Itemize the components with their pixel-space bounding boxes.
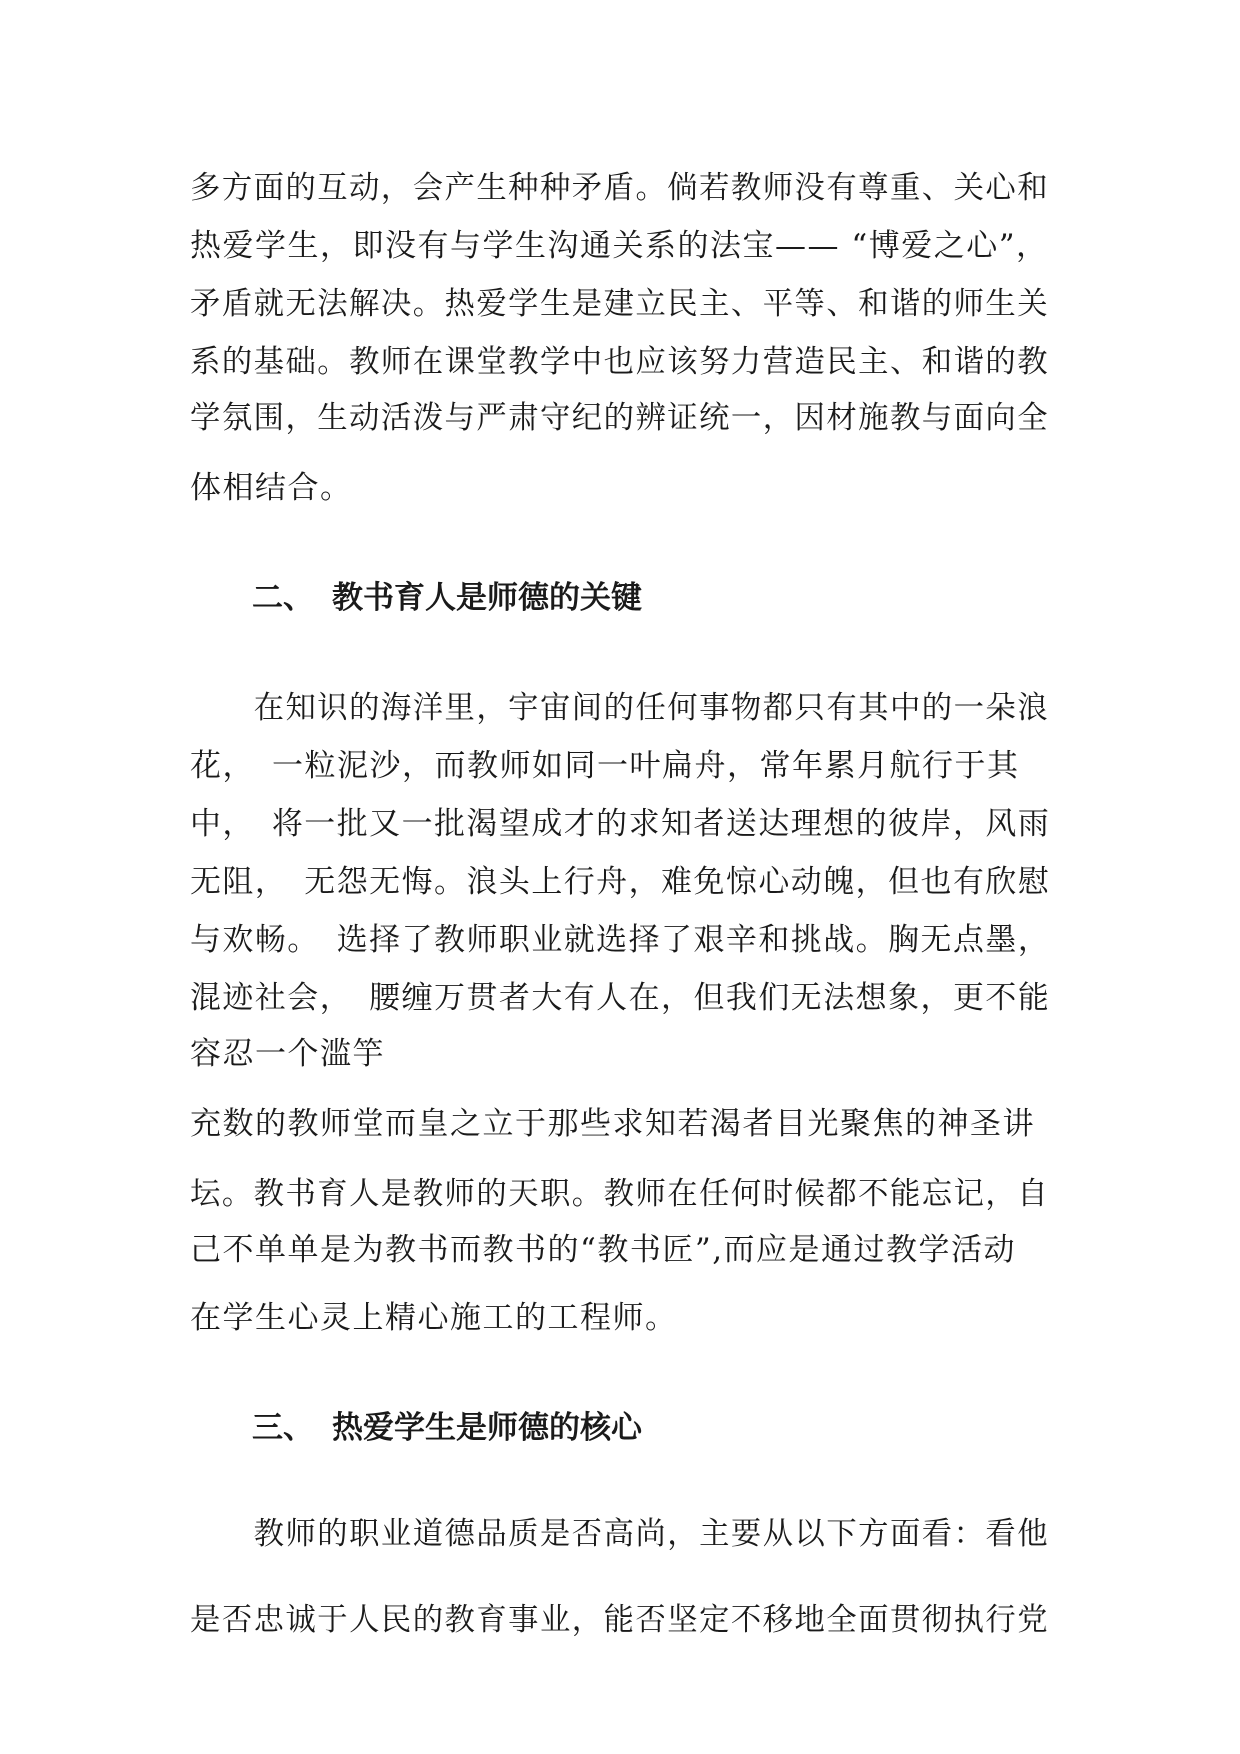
paragraph-2-line-3: 中， 将一批又一批渴望成才的求知者送达理想的彼岸，风雨 <box>190 806 1051 842</box>
paragraph-1-line-1: 多方面的互动，会产生种种矛盾。倘若教师没有尊重、关心和 <box>190 170 1050 206</box>
section-3-title: 热爱学生是师德的核心 <box>332 1410 642 1446</box>
paragraph-1-line-5: 学氛围，生动活泼与严肃守纪的辨证统一，因材施教与面向全 <box>190 400 1050 436</box>
paragraph-3-line-2: 是否忠诚于人民的教育事业，能否坚定不移地全面贯彻执行党 <box>190 1602 1050 1638</box>
paragraph-1-line-6: 体相结合。 <box>190 470 353 506</box>
paragraph-2-line-11: 在学生心灵上精心施工的工程师。 <box>190 1300 678 1336</box>
paragraph-3-line-1: 教师的职业道德品质是否高尚，主要从以下方面看：看他 <box>190 1516 1050 1552</box>
paragraph-2-line-1: 在知识的海洋里，宇宙间的任何事物都只有其中的一朵浪 <box>190 690 1050 726</box>
section-2-heading <box>252 578 642 618</box>
section-2-number: 二、 <box>252 580 314 616</box>
paragraph-2-line-4: 无阻， 无怨无悔。浪头上行舟，难免惊心动魄，但也有欣慰 <box>190 864 1051 900</box>
paragraph-2-line-10: 己不单单是为教书而教书的“教书匠”,而应是通过教学活动 <box>190 1232 1017 1268</box>
section-2-title: 教书育人是师德的关键 <box>332 580 642 616</box>
paragraph-1-line-3: 矛盾就无法解决。热爱学生是建立民主、平等、和谐的师生关 <box>190 286 1050 322</box>
paragraph-2-line-8: 充数的教师堂而皇之立于那些求知若渴者目光聚焦的神圣讲 <box>190 1106 1035 1142</box>
paragraph-1-line-4: 系的基础。教师在课堂教学中也应该努力营造民主、和谐的教 <box>190 344 1050 380</box>
section-3-heading <box>252 1408 642 1448</box>
paragraph-2-line-2: 花， 一粒泥沙，而教师如同一叶扁舟，常年累月航行于其 <box>190 748 1020 784</box>
paragraph-2-line-7: 容忍一个滥竽 <box>190 1036 385 1072</box>
section-3-number: 三、 <box>252 1410 314 1446</box>
paragraph-2-line-9: 坛。教书育人是教师的天职。教师在任何时候都不能忘记，自 <box>190 1176 1050 1212</box>
paragraph-2-line-5: 与欢畅。 选择了教师职业就选择了艰辛和挑战。胸无点墨， <box>190 922 1051 958</box>
paragraph-2-line-6: 混迹社会， 腰缠万贯者大有人在，但我们无法想象，更不能 <box>190 980 1051 1016</box>
paragraph-1-line-2: 热爱学生，即没有与学生沟通关系的法宝—— “博爱之心”， <box>190 228 1049 264</box>
